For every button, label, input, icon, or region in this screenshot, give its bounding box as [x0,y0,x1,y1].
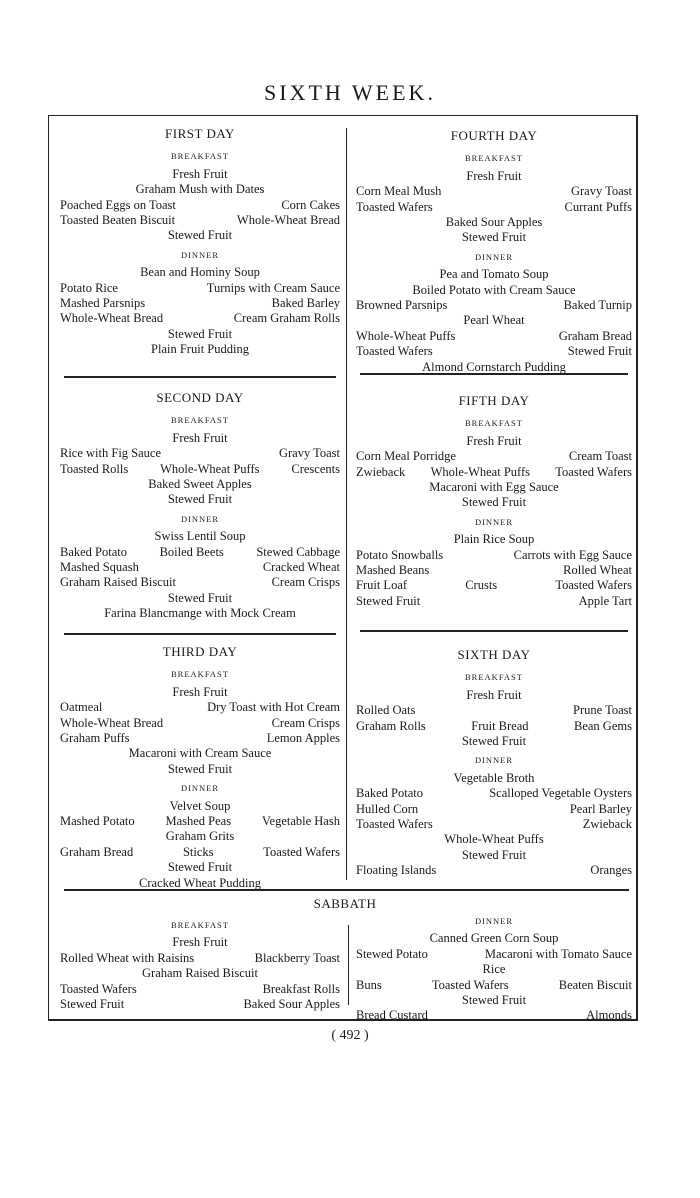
menu-line [60,746,340,761]
menu-item: Zwieback [582,817,632,832]
menu-item: Fruit Bread [471,718,529,733]
menu-item: Stewed Fruit [461,847,527,862]
menu-item: Crusts [465,578,498,593]
menu-item: Stewed Fruit [167,492,233,507]
menu-item: Dry Toast with Hot Cream [207,700,340,715]
menu-item: Crescents [291,461,340,476]
menu-line [356,817,632,832]
menu-item: Corn Meal Mush [356,184,442,199]
menu-item: Fresh Fruit [172,935,228,950]
day-block-first [60,126,340,358]
menu-line [356,786,632,801]
menu-line [356,594,632,609]
menu-line [356,329,632,344]
menu-item: Rice [482,962,506,977]
menu-item: Plain Rice Soup [453,532,535,547]
menu-item: Boiled Beets [159,544,224,559]
sabbath-breakfast [60,914,340,1012]
menu-line [60,860,340,875]
menu-item: Baked Potato [60,544,128,559]
menu-item: Canned Green Corn Soup [429,931,559,946]
menu-line [356,434,632,449]
menu-item: Baked Turnip [563,298,632,313]
menu-line [356,734,632,749]
menu-line [356,863,632,878]
menu-line [356,313,632,328]
menu-line [60,213,340,228]
menu-line [356,480,632,495]
breakfast-label: BREAKFAST [171,151,229,162]
menu-item: Boiled Potato with Cream Sauce [412,282,576,297]
menu-item: Whole-Wheat Puffs [356,328,456,343]
menu-item: Graham Puffs [60,731,130,746]
menu-item: Rolled Oats [356,703,416,718]
menu-line [60,167,340,182]
breakfast-label: BREAKFAST [171,669,229,680]
menu-item: Apple Tart [578,593,632,608]
menu-item: Vegetable Broth [453,770,535,785]
menu-line [60,951,340,966]
menu-item: Corn Cakes [281,197,340,212]
day-block-fifth [356,393,632,609]
menu-line [60,829,340,844]
menu-item: Graham Grits [165,829,235,844]
menu-line [60,529,340,544]
menu-item: Stewed Fruit [60,997,125,1012]
menu-line [60,462,340,477]
menu-line [60,716,340,731]
menu-line [356,563,632,578]
menu-item: Stewed Cabbage [256,544,340,559]
menu-line [60,182,340,197]
menu-line [60,591,340,606]
page-number: ( 492 ) [331,1028,369,1043]
menu-line [356,688,632,703]
divider-first-second [64,376,336,378]
menu-item: Pearl Barley [569,801,632,816]
menu-item: Corn Meal Porridge [356,449,456,464]
breakfast-label: BREAKFAST [465,672,523,683]
menu-line [60,814,340,829]
menu-item: Mashed Beans [356,563,430,578]
menu-line [60,799,340,814]
menu-item: Prune Toast [573,703,632,718]
menu-line [60,560,340,575]
menu-item: Graham Bread [558,328,632,343]
day-title: FIFTH DAY [458,393,530,408]
menu-item: Cream Crisps [271,575,340,590]
menu-item: Toasted Beaten Biscuit [60,213,176,228]
menu-line [60,966,340,981]
day-title: THIRD DAY [162,644,238,659]
menu-item: Stewed Fruit [567,344,632,359]
day-title: FIRST DAY [165,126,235,141]
menu-line [356,449,632,464]
menu-item: Rice with Fig Sauce [60,446,162,461]
breakfast-label: BREAKFAST [465,418,523,429]
menu-line [60,492,340,507]
menu-line [60,198,340,213]
menu-line [60,342,340,357]
menu-item: Cream Graham Rolls [233,311,340,326]
sabbath-dinner [356,910,632,1024]
menu-line [356,360,632,375]
menu-line [60,311,340,326]
menu-item: Graham Rolls [356,718,426,733]
menu-line [356,200,632,215]
menu-item: Whole-Wheat Bread [60,311,164,326]
day-title: SIXTH DAY [457,647,531,662]
menu-item: Rolled Wheat with Raisins [60,950,195,965]
menu-item: Oatmeal [60,700,103,715]
menu-item: Whole-Wheat Puffs [430,464,530,479]
menu-item: Toasted Wafers [356,199,433,214]
menu-item: Toasted Wafers [555,464,632,479]
day-block-third [60,644,340,891]
menu-line [60,228,340,243]
page-title: SIXTH WEEK. [264,80,436,105]
menu-line [60,731,340,746]
menu-item: Baked Sweet Apples [148,477,252,492]
menu-item: Toasted Rolls [60,461,129,476]
menu-item: Whole-Wheat Puffs [160,461,260,476]
menu-item: Bean and Hominy Soup [140,265,260,280]
menu-item: Stewed Potato [356,946,428,961]
menu-item: Gravy Toast [278,446,340,461]
breakfast-label: BREAKFAST [171,920,229,930]
menu-item: Potato Rice [60,280,118,295]
menu-item: Poached Eggs on Toast [60,197,176,212]
menu-line [60,327,340,342]
menu-item: Graham Mush with Dates [135,182,265,197]
sabbath-column-divider [348,925,349,1005]
menu-item: Macaroni with Cream Sauce [128,746,272,761]
menu-line [356,947,632,962]
menu-line [356,993,632,1008]
menu-item: Floating Islands [356,863,437,878]
menu-item: Mashed Potato [60,814,135,829]
menu-item: Lemon Apples [266,731,340,746]
menu-line [356,215,632,230]
menu-line [356,832,632,847]
menu-line [356,184,632,199]
menu-item: Macaroni with Tomato Sauce [484,946,632,961]
menu-item: Stewed Fruit [461,495,527,510]
menu-item: Stewed Fruit [356,593,421,608]
menu-item: Plain Fruit Pudding [151,342,249,357]
menu-line [356,283,632,298]
menu-item: Whole-Wheat Bread [236,213,340,228]
menu-item: Turnips with Cream Sauce [206,280,340,295]
menu-item: Stewed Fruit [167,326,233,341]
menu-line [60,685,340,700]
menu-line [356,978,632,993]
menu-item: Sticks [182,844,214,859]
menu-line [60,700,340,715]
menu-item: Cream Crisps [271,715,340,730]
menu-item: Almond Cornstarch Pudding [422,359,566,374]
menu-line [356,169,632,184]
menu-line [356,703,632,718]
column-divider [346,128,347,880]
menu-line [356,719,632,734]
menu-line [60,762,340,777]
menu-item: Gravy Toast [570,184,632,199]
menu-item: Swiss Lentil Soup [154,529,246,544]
menu-line [60,876,340,891]
dinner-label: DINNER [180,783,220,794]
menu-item: Potato Snowballs [356,547,444,562]
menu-item: Fresh Fruit [172,684,228,699]
menu-item: Currant Puffs [564,199,632,214]
day-title: SECOND DAY [156,390,244,405]
breakfast-label: BREAKFAST [171,415,229,426]
menu-line [60,265,340,280]
menu-line [356,578,632,593]
menu-line [60,575,340,590]
menu-item: Stewed Fruit [461,230,527,245]
menu-item: Toasted Wafers [356,344,433,359]
menu-item: Stewed Fruit [461,993,527,1008]
day-block-sixth [356,647,632,879]
menu-item: Mashed Parsnips [60,296,146,311]
day-title: FOURTH DAY [450,128,538,143]
menu-line [356,344,632,359]
menu-item: Oranges [590,863,632,878]
menu-line [60,845,340,860]
menu-line [356,548,632,563]
menu-item: Cracked Wheat [262,560,340,575]
menu-line [60,982,340,997]
dinner-label: DINNER [474,251,514,262]
menu-item: Fresh Fruit [172,430,228,445]
menu-item: Whole-Wheat Bread [60,715,164,730]
menu-line [60,431,340,446]
divider-second-third [64,633,336,635]
menu-item: Baked Potato [356,786,424,801]
sabbath-title: SABBATH [313,896,377,911]
menu-item: Buns [356,977,382,992]
menu-item: Stewed Fruit [167,228,233,243]
menu-line [356,962,632,977]
menu-item: Beaten Biscuit [558,977,632,992]
menu-item: Fruit Loaf [356,578,408,593]
menu-item: Macaroni with Egg Sauce [429,480,559,495]
menu-item: Scalloped Vegetable Oysters [489,786,632,801]
menu-item: Stewed Fruit [167,761,233,776]
menu-line [356,298,632,313]
menu-item: Velvet Soup [169,798,231,813]
menu-item: Blackberry Toast [254,950,340,965]
menu-item: Fresh Fruit [466,433,522,448]
menu-item: Graham Raised Biscuit [60,575,176,590]
menu-line [356,267,632,282]
menu-line [60,281,340,296]
menu-item: Browned Parsnips [356,298,448,313]
breakfast-label: BREAKFAST [465,153,523,164]
menu-item: Whole-Wheat Puffs [444,832,544,847]
menu-item: Cracked Wheat Pudding [139,875,261,890]
menu-line [60,935,340,950]
menu-item: Rolled Wheat [563,563,632,578]
menu-line [356,1008,632,1023]
menu-item: Bean Gems [574,718,632,733]
day-block-fourth [356,128,632,375]
menu-line [60,997,340,1012]
menu-item: Carrots with Egg Sauce [513,547,632,562]
menu-line [356,465,632,480]
menu-item: Baked Sour Apples [243,997,340,1012]
menu-item: Cream Toast [568,449,632,464]
menu-item: Toasted Wafers [356,817,433,832]
dinner-label: DINNER [474,755,514,766]
menu-item: Mashed Peas [165,814,232,829]
menu-item: Stewed Fruit [461,734,527,749]
menu-line [60,296,340,311]
menu-item: Mashed Squash [60,560,139,575]
divider-fifth-sixth [360,630,628,632]
menu-line [356,848,632,863]
menu-line [356,532,632,547]
menu-line [356,771,632,786]
menu-item: Toasted Wafers [263,844,340,859]
menu-item: Baked Sour Apples [445,215,543,230]
menu-item: Farina Blancmange with Mock Cream [104,606,296,621]
menu-item: Vegetable Hash [261,814,340,829]
menu-line [356,495,632,510]
menu-item: Toasted Wafers [555,578,632,593]
menu-item: Zwieback [356,464,406,479]
menu-item: Fresh Fruit [466,168,522,183]
dinner-label: DINNER [474,916,514,926]
menu-item: Bread Custard [356,1008,428,1023]
menu-line [356,802,632,817]
menu-item: Hulled Corn [356,801,419,816]
menu-item: Fresh Fruit [466,687,522,702]
menu-item: Stewed Fruit [167,590,233,605]
menu-line [60,446,340,461]
menu-item: Graham Bread [60,844,134,859]
menu-line [356,230,632,245]
dinner-label: DINNER [474,516,514,527]
menu-item: Pearl Wheat [463,313,525,328]
menu-item: Graham Raised Biscuit [142,966,258,981]
menu-item: Toasted Wafers [60,981,137,996]
menu-line [60,606,340,621]
menu-item: Pea and Tomato Soup [439,267,549,282]
menu-line [60,477,340,492]
menu-item: Breakfast Rolls [262,981,340,996]
menu-item: Baked Barley [271,296,340,311]
day-block-second [60,390,340,622]
dinner-label: DINNER [180,513,220,524]
menu-line [356,931,632,946]
menu-item: Stewed Fruit [167,860,233,875]
menu-line [60,545,340,560]
menu-item: Almonds [586,1008,632,1023]
menu-item: Toasted Wafers [431,977,509,992]
menu-item: Fresh Fruit [172,166,228,181]
dinner-label: DINNER [180,249,220,260]
